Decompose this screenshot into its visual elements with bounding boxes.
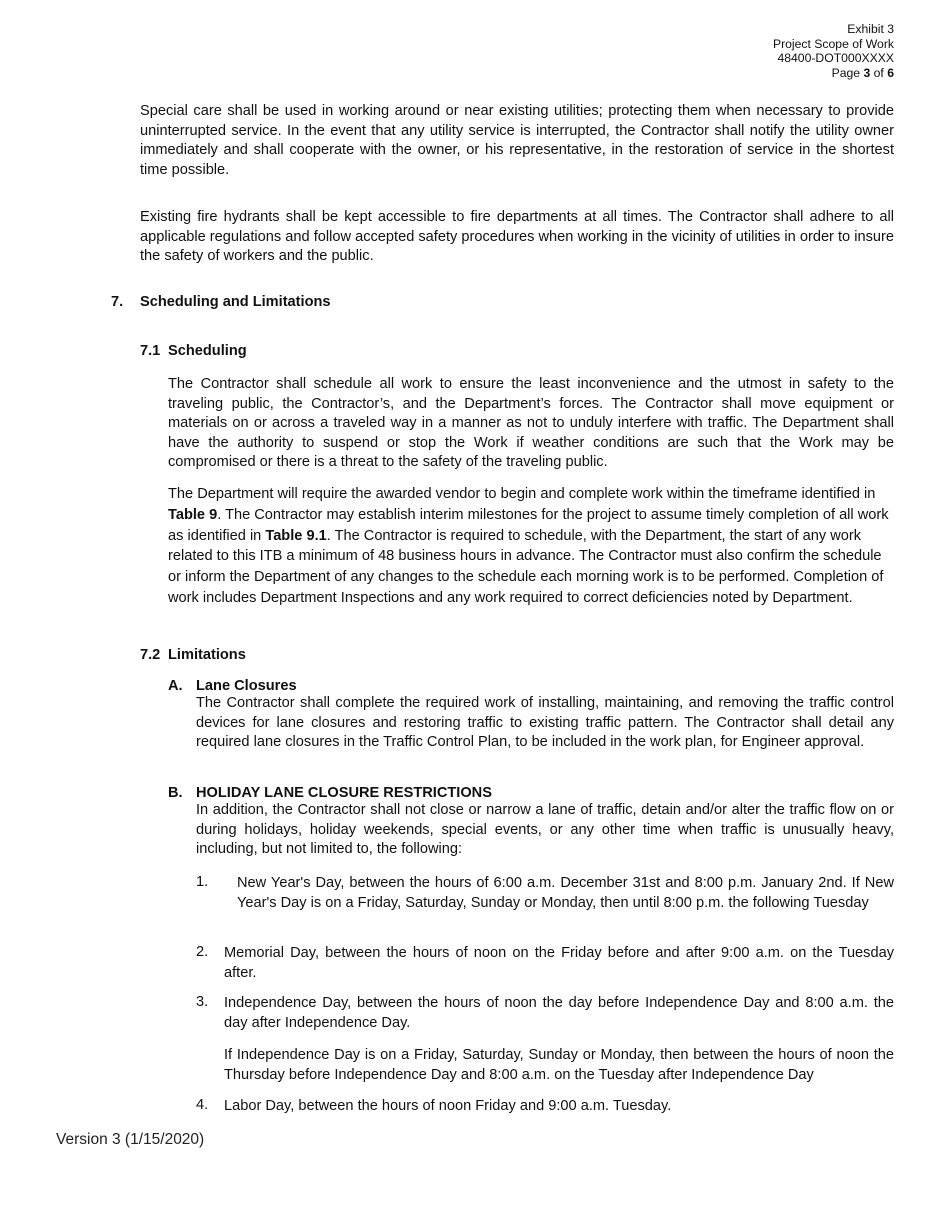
list-item-text: Memorial Day, between the hours of noon on the Friday before and after 9:00 a.m. on the Tuesday after.: [224, 945, 894, 981]
list-item: [196, 944, 894, 983]
section-7-1-title: Scheduling: [168, 343, 247, 359]
scheduling-p2-part-b: . The Contractor may establish interim milestones for the project to assume timely completion of all work as identified in: [168, 506, 889, 544]
contract-number: 48400-DOT000XXXX: [777, 51, 894, 66]
list-item: [196, 994, 894, 1033]
page-total: 6: [887, 65, 894, 80]
page-of: of: [873, 65, 884, 80]
section-7-1-number: 7.1: [140, 343, 161, 359]
table-9-reference: Table 9: [168, 506, 218, 523]
hydrants-paragraph: Existing fire hydrants shall be kept accessible to fire departments at all times. The Contractor shall adhere to all applicable regulations and follow accepted safety procedures when working in the vicinity of utilities in order to insure the safety of workers and the public.: [140, 209, 894, 264]
utilities-paragraph: Special care shall be used in working around or near existing utilities; protecting them when necessary to provide uninterrupted service. In the event that any utility service is interrupted, the Contractor shall notify the utility owner immediately and shall cooperate with the owner, or his representative, in the restoration of service in the shortest time possible.: [140, 103, 894, 178]
list-item-text: Independence Day, between the hours of noon the day before Independence Day and 8:00 a.m. the day after Independence Day.: [224, 995, 894, 1031]
section-7-2-heading: [140, 647, 740, 663]
scheduling-paragraph-2: [168, 484, 894, 609]
page-number: [773, 66, 894, 81]
list-item-number: 4.: [196, 1097, 209, 1113]
section-7-1-heading: [140, 343, 740, 359]
item-b-holiday-restrictions: [168, 785, 894, 860]
item-a-letter: A.: [168, 678, 183, 694]
section-7-heading: [111, 294, 711, 310]
list-item-number: 3.: [196, 994, 209, 1010]
item-a-title: Lane Closures: [196, 678, 297, 694]
version-footer: Version 3 (1/15/2020): [56, 1131, 205, 1148]
section-7-2-number: 7.2: [140, 647, 161, 663]
page-label: Page: [831, 65, 861, 80]
page-header: [773, 22, 894, 80]
section-7-number: 7.: [111, 294, 124, 310]
list-item: [196, 1097, 894, 1117]
list-item-number: 1.: [196, 874, 209, 890]
page-current: 3: [863, 65, 871, 80]
document-title: Project Scope of Work: [772, 36, 894, 51]
item-b-text: In addition, the Contractor shall not close or narrow a lane of traffic, detain and/or alter the traffic flow on or during holidays, holiday weekends, special events, or any other time when traffic is unusually heavy, including, but not limited to, the following:: [196, 802, 894, 857]
item-b-letter: B.: [168, 785, 183, 801]
list-item: [196, 874, 894, 913]
section-7-2-title: Limitations: [168, 647, 246, 663]
item-a-lane-closures: [168, 678, 894, 753]
scheduling-paragraph-1: The Contractor shall schedule all work to ensure the least inconvenience and the utmost in safety to the traveling public, the Contractor’s, and the Department’s forces. The Contractor shall move equipment or materials on or across a traveled way in a manner as not to unduly interfere with traffic. The Department shall have the authority to suspend or stop the Work if weather conditions are such that the Work may be compromised or there is a threat to the safety of the traveling public.: [168, 376, 894, 470]
list-item-number: 2.: [196, 944, 209, 960]
scheduling-p2-part-a: The Department will require the awarded vendor to begin and complete work within the timeframe identified in: [168, 486, 876, 502]
list-item-text: Labor Day, between the hours of noon Friday and 9:00 a.m. Tuesday.: [224, 1098, 672, 1114]
scheduling-p2-part-c: . The Contractor is required to schedule, with the Department, the start of any work related to this ITB a minimum of 48 business hours in advance. The Contractor must also confirm the schedule or inform the Department of any changes to the schedule each morning work is to be performed. Completion of work includes Department Inspections and any work required to correct deficiencies noted by Department.: [168, 527, 884, 606]
section-7-title: Scheduling and Limitations: [140, 294, 331, 310]
list-item-text: New Year's Day, between the hours of 6:00 a.m. December 31st and 8:00 p.m. January 2nd. If New Year's Day is on a Friday, Saturday, Sunday or Monday, then until 8:00 p.m. the following Tuesday: [237, 875, 894, 911]
item-b-title: HOLIDAY LANE CLOSURE RESTRICTIONS: [196, 785, 492, 801]
table-9-1-reference: Table 9.1: [265, 527, 327, 544]
exhibit-label: Exhibit 3: [847, 22, 894, 36]
independence-day-note: If Independence Day is on a Friday, Saturday, Sunday or Monday, then between the hours of noon the Thursday before Independence Day and 8:00 a.m. on the Tuesday after Independence Day: [224, 1047, 894, 1083]
item-a-text: The Contractor shall complete the required work of installing, maintaining, and removing the traffic control devices for lane closures and restoring traffic to existing traffic pattern. The Contractor shall detail any required lane closures in the Traffic Control Plan, to be included in the work plan, for Engineer approval.: [196, 695, 894, 750]
